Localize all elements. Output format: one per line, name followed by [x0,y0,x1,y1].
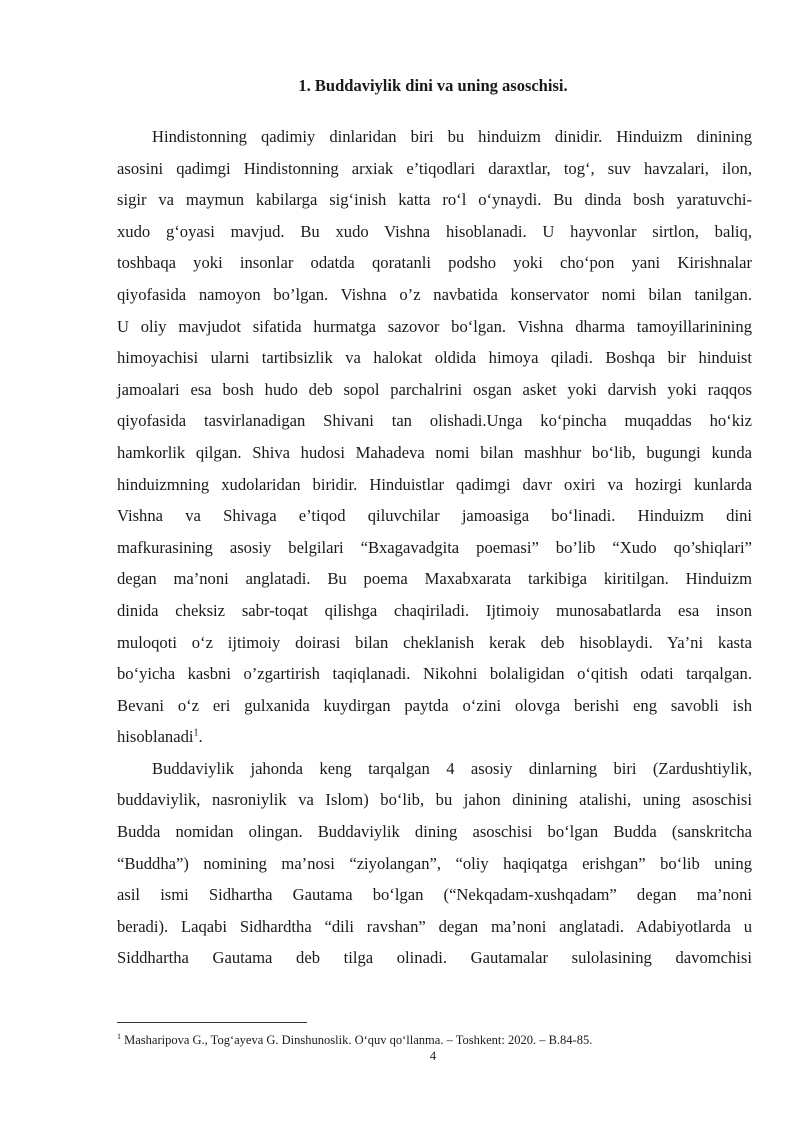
text-line: beradi). Laqabi Sidhardtha “dili ravshan” degan ma’noni anglatadi. Adabiyotlarda u [117,916,752,936]
footnote-separator [117,1022,307,1023]
text-line: himoyachisi ularni tartibsizlik va halokat oldida himoya qiladi. Boshqa bir hinduist [117,348,752,368]
text-line: Buddaviylik jahonda keng tarqalgan 4 asosiy dinlarning biri (Zardushtiylik, [152,758,752,778]
page-number: 4 [429,1049,437,1063]
text-line: Hindistonning qadimiy dinlaridan biri bu hinduizm dinidir. Hinduizm dinining [152,127,752,146]
text-line: Bevani o‘z eri gulxanida kuydirgan paytda o‘zini olovga berishi eng savobli ish [117,695,752,715]
text-line: jamoalari esa bosh hudo deb sopol parchalrini osgan asket yoki darvish yoki raqqos [117,379,752,399]
text-line: mafkurasining asosiy belgilari “Bxagavadgita poemasi” bo’lib “Xudo qo’shiqlari” [117,537,752,557]
text-line-last [117,721,752,753]
paragraph-1 [117,121,752,753]
text-line: hinduizmning xudolaridan biridir. Hinduistlar qadimgi davr oxiri va hozirgi kunlarda [117,474,752,494]
text-line: buddaviylik, nasroniylik va Islom) bo‘lib, bu jahon dinining atalishi, uning asoschisi [117,790,752,810]
text-line: Budda nomidan olingan. Buddaviylik dining asoschisi bo‘lgan Budda (sanskritcha [117,822,752,842]
text-line: qiyofasida namoyon bo’lgan. Vishna o’z navbatida konservator nomi bilan tanilgan. [117,284,752,304]
section-heading: 1. Buddaviylik dini va uning asoschisi. [298,76,568,95]
text-line: degan ma’noni anglatadi. Bu poema Maxabxarata tarkibiga kiritilgan. Hinduizm [117,569,752,589]
footnote-marker: 1 [117,1031,121,1041]
text-line: “Buddha”) nomining ma’nosi “ziyolangan”, “oliy haqiqatga erishgan” bo‘lib uning [117,853,752,873]
paragraph-2 [117,753,752,974]
body-text [117,121,752,974]
footnote-reference[interactable]: 1 [193,727,199,739]
last-line-tail: . [198,727,203,747]
text-line: Vishna va Shivaga e’tiqod qiluvchilar jamoasiga bo‘linadi. Hinduizm dini [117,506,752,526]
text-line: xudo g‘oyasi mavjud. Bu xudo Vishna hisoblanadi. U hayvonlar sirtlon, baliq, [117,221,752,241]
text-line: hamkorlik qilgan. Shiva hudosi Mahadeva nomi bilan mashhur bo‘lib, bugungi kunda [117,442,752,462]
text-line: toshbaqa yoki insonlar odatda qoratanli podsho yoki cho‘pon yani Kirishnalar [117,253,752,273]
text-line: asil ismi Sidhartha Gautama bo‘lgan (“Nekqadam-xushqadam” degan ma’noni [117,885,752,905]
text-line: dinida cheksiz sabr-toqat qilishga chaqiriladi. Ijtimoiy munosabatlarda esa inson [117,600,752,620]
text-line: muloqoti o‘z ijtimoiy doirasi bilan cheklanish kerak deb hisoblaydi. Ya’ni kasta [117,632,752,652]
text-line: qiyofasida tasvirlanadigan Shivani tan olishadi.Unga ko‘pincha muqaddas ho‘kiz [117,411,752,431]
footnote [117,1032,757,1048]
text-line: asosini qadimgi Hindistonning arxiak e’tiqodlari daraxtlar, tog‘, suv havzalari, ilon, [117,158,752,178]
last-line-text: hisoblanadi [117,727,194,747]
text-line: U oliy mavjudot sifatida hurmatga sazovor bo‘lgan. Vishna dharma tamoyillarinining [117,316,752,336]
text-line: sigir va maymun kabilarga sig‘inish katta ro‘l o‘ynaydi. Bu dinda bosh yaratuvchi- [117,190,752,210]
text-line: bo‘yicha kasbni o’zgartirish taqiqlanadi. Nikohni bolaligidan o‘qitish odati tarqalgan. [117,664,752,684]
footnote-text: Masharipova G., Tog‘ayeva G. Dinshunoslik. O‘quv qo‘llanma. – Toshkent: 2020. – B.84-85. [121,1033,593,1047]
text-line: Siddhartha Gautama deb tilga olinadi. Gautamalar sulolasining davomchisi [117,948,752,968]
